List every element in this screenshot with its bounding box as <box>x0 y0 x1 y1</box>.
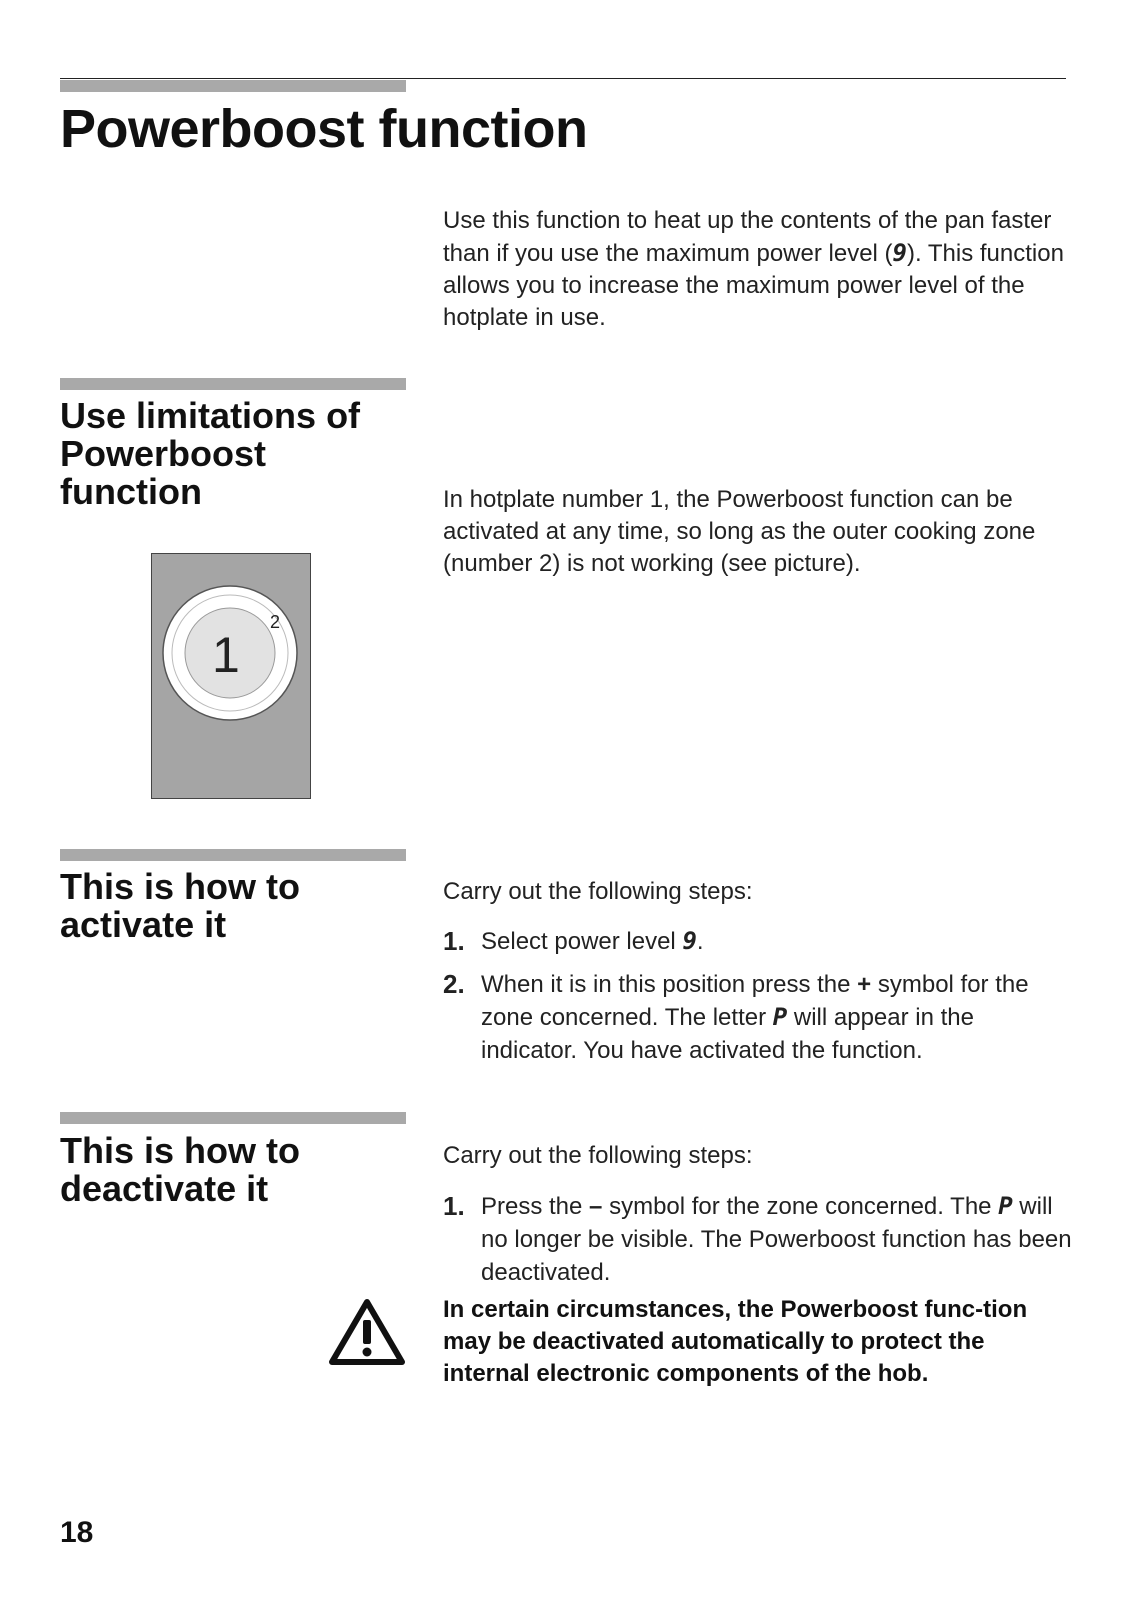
page-number: 18 <box>60 1516 94 1549</box>
letter-p-symbol: P <box>772 1003 788 1031</box>
page-title: Powerboost function <box>60 99 588 159</box>
zone-label-1: 1 <box>212 627 240 683</box>
deactivate-intro: Carry out the following steps: <box>443 1142 753 1169</box>
top-rule <box>60 78 1066 79</box>
heading-activate: This is how to activate it <box>60 866 300 945</box>
heading-use-limitations: Use limitations of Powerboost function <box>60 395 361 512</box>
activate-step-1: 1. Select power level 9. <box>443 926 704 956</box>
minus-symbol: – <box>589 1193 603 1220</box>
power-level-symbol: 9 <box>682 927 697 955</box>
warning-text: In certain circumstances, the Powerboost func-tion may be deactivated automatically to protect the internal electronic components of the hob. <box>443 1296 1028 1387</box>
heading-deactivate: This is how to deactivate it <box>60 1130 300 1209</box>
deactivate-step-1: 1. Press the – symbol for the zone concerned. The P will no longer be visible. The Powerboost function has been deactivated. <box>443 1191 1072 1286</box>
deactivate-steps <box>443 1190 1073 1299</box>
title-bar-accent <box>60 80 406 92</box>
step-number: 1. <box>443 926 465 956</box>
activate-intro: Carry out the following steps: <box>443 878 753 905</box>
section-bar-limitations <box>60 378 406 390</box>
hob-zone-figure <box>151 553 311 799</box>
section-bar-deactivate <box>60 1112 406 1124</box>
step-number: 2. <box>443 969 465 999</box>
plus-symbol: + <box>857 971 872 998</box>
zone-label-2: 2 <box>270 612 281 632</box>
activate-step-2: 2. When it is in this position press the + symbol for the zone concerned. The letter P will appear in the indicator. You have activated the function. <box>443 969 1029 1064</box>
limitations-paragraph: In hotplate number 1, the Powerboost function can be activated at any time, so long as the outer cooking zone (number 2) is not working (see picture). <box>443 486 1036 577</box>
step-number: 1. <box>443 1191 465 1221</box>
activate-steps <box>443 925 1073 1077</box>
section-bar-activate <box>60 849 406 861</box>
power-level-symbol: 9 <box>892 239 907 267</box>
warning-triangle-icon <box>328 1298 406 1371</box>
intro-paragraph: Use this function to heat up the contents of the pan faster than if you use the maximum power level (9). This function allows you to increase the maximum power level of the hotplate in use. <box>443 207 1064 331</box>
letter-p-symbol: P <box>998 1192 1013 1220</box>
